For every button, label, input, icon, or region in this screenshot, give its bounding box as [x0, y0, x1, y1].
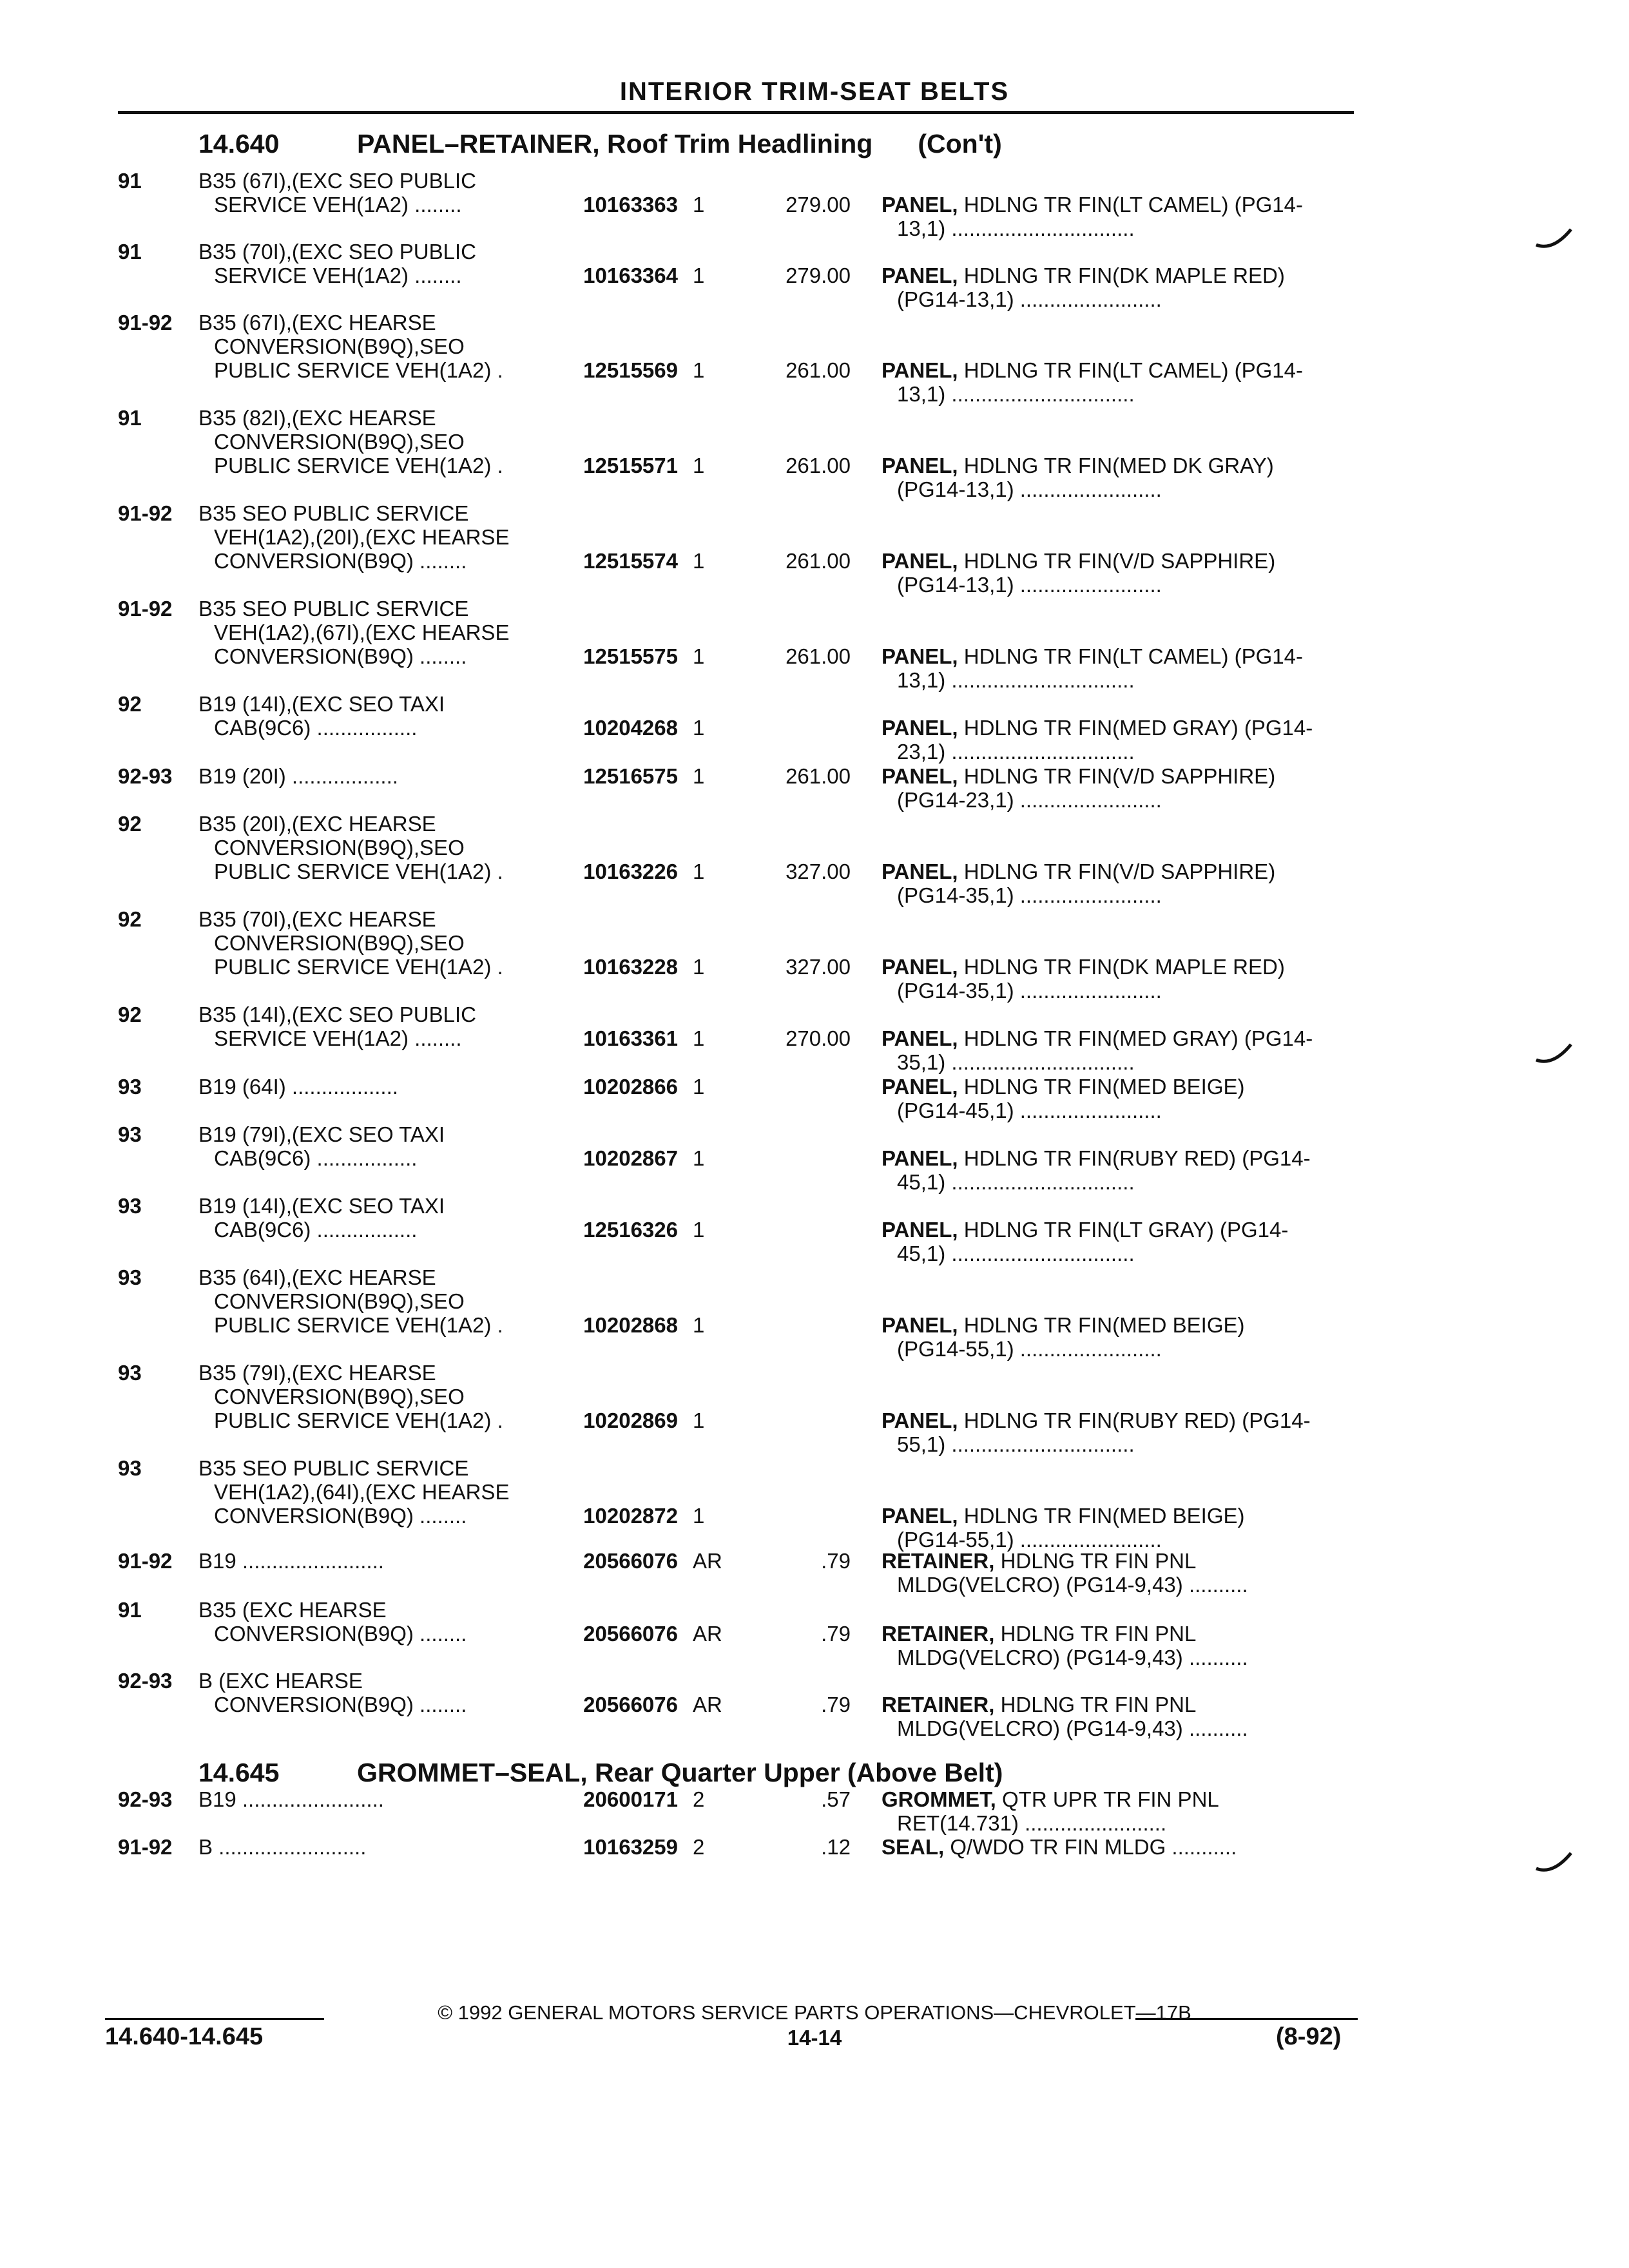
part-detail: HDLNG TR FIN(V/D SAPPHIRE) — [963, 860, 1276, 883]
part-number: 10163361 — [583, 1026, 678, 1050]
part-detail: HDLNG TR FIN(LT CAMEL) (PG14- — [963, 358, 1303, 382]
part-number: 20566076 — [583, 1549, 678, 1573]
check-mark-icon — [1534, 1849, 1579, 1881]
price: 279.00 — [786, 264, 851, 287]
usage-line: B19 ........................ — [198, 1549, 384, 1573]
quantity: 1 — [693, 860, 705, 883]
part-number: 12515575 — [583, 644, 678, 668]
part-detail: HDLNG TR FIN PNL — [1000, 1549, 1197, 1573]
price: .79 — [821, 1693, 851, 1716]
usage-line: B35 (79I),(EXC HEARSE — [198, 1361, 436, 1385]
price: .12 — [821, 1835, 851, 1859]
section-continued: (Con't) — [918, 129, 1002, 159]
part-description-line: MLDG(VELCRO) (PG14-9,43) .......... — [897, 1646, 1248, 1669]
part-name: PANEL, — [882, 264, 958, 287]
usage-line: PUBLIC SERVICE VEH(1A2) . — [214, 955, 503, 979]
part-number: 12515569 — [583, 358, 678, 382]
part-description-line — [882, 716, 1358, 740]
usage-line: B35 (14I),(EXC SEO PUBLIC — [198, 1003, 476, 1026]
model-year: 91-92 — [118, 597, 173, 620]
quantity: 1 — [693, 549, 705, 573]
usage-line: CONVERSION(B9Q) ........ — [214, 1693, 467, 1716]
quantity: 2 — [693, 1787, 705, 1811]
part-description-line: 13,1) ............................... — [897, 216, 1135, 240]
model-year: 92-93 — [118, 1787, 173, 1811]
section-heading-14645 — [198, 1758, 1003, 1790]
model-year: 91 — [118, 406, 142, 430]
model-year: 93 — [118, 1456, 142, 1480]
part-name: PANEL, — [882, 1408, 958, 1432]
part-description-line: 13,1) ............................... — [897, 382, 1135, 406]
part-description — [882, 764, 1358, 812]
price: 261.00 — [786, 358, 851, 382]
check-mark-icon — [1534, 1041, 1579, 1073]
usage-line: B19 (14I),(EXC SEO TAXI — [198, 1194, 445, 1218]
part-detail: HDLNG TR FIN(MED BEIGE) — [963, 1313, 1245, 1337]
part-name: RETAINER, — [882, 1549, 995, 1573]
price: 327.00 — [786, 860, 851, 883]
part-description-line — [882, 454, 1358, 477]
part-number: 20600171 — [583, 1787, 678, 1811]
part-description-line: 23,1) ............................... — [897, 740, 1135, 764]
part-description-line: (PG14-23,1) ........................ — [897, 788, 1162, 812]
part-description-line: (PG14-35,1) ........................ — [897, 883, 1162, 907]
part-name: PANEL, — [882, 549, 958, 573]
usage-line: B19 ........................ — [198, 1787, 384, 1811]
part-description — [882, 193, 1358, 240]
part-description-line: (PG14-45,1) ........................ — [897, 1099, 1162, 1122]
usage-line: PUBLIC SERVICE VEH(1A2) . — [214, 454, 503, 477]
usage-description — [198, 907, 546, 979]
part-number: 12515571 — [583, 454, 678, 477]
usage-line: PUBLIC SERVICE VEH(1A2) . — [214, 860, 503, 883]
usage-line: SERVICE VEH(1A2) ........ — [214, 193, 462, 216]
quantity: 2 — [693, 1835, 705, 1859]
part-detail: HDLNG TR FIN(RUBY RED) (PG14- — [963, 1408, 1311, 1432]
part-number: 12516326 — [583, 1218, 678, 1242]
quantity: 1 — [693, 644, 705, 668]
part-description-line — [882, 1313, 1358, 1337]
part-name: PANEL, — [882, 1026, 958, 1050]
usage-line: B19 (14I),(EXC SEO TAXI — [198, 692, 445, 716]
part-number: 10163228 — [583, 955, 678, 979]
footer-range: 14.640-14.645 — [105, 2023, 264, 2050]
quantity: AR — [693, 1622, 722, 1646]
quantity: 1 — [693, 1408, 705, 1432]
usage-line: B35 (EXC HEARSE — [198, 1598, 387, 1622]
model-year: 93 — [118, 1265, 142, 1289]
usage-line: VEH(1A2),(20I),(EXC HEARSE — [214, 525, 510, 549]
footer-date: (8-92) — [1276, 2023, 1342, 2050]
part-description — [882, 1146, 1358, 1194]
part-description-line — [882, 264, 1358, 287]
usage-line: B35 (67I),(EXC HEARSE — [198, 311, 436, 334]
part-name: PANEL, — [882, 1218, 958, 1242]
section-number: 14.645 — [198, 1758, 280, 1787]
price: 261.00 — [786, 764, 851, 788]
part-description-line: 13,1) ............................... — [897, 668, 1135, 692]
part-name: PANEL, — [882, 1146, 958, 1170]
part-number: 12515574 — [583, 549, 678, 573]
quantity: 1 — [693, 1075, 705, 1099]
part-description — [882, 358, 1358, 406]
price: .79 — [821, 1549, 851, 1573]
part-name: PANEL, — [882, 955, 958, 979]
model-year: 91 — [118, 169, 142, 193]
part-description — [882, 1218, 1358, 1265]
usage-description — [198, 1598, 546, 1646]
part-number: 12516575 — [583, 764, 678, 788]
part-number: 10163226 — [583, 860, 678, 883]
usage-line: PUBLIC SERVICE VEH(1A2) . — [214, 1313, 503, 1337]
usage-line: B19 (79I),(EXC SEO TAXI — [198, 1122, 445, 1146]
part-description — [882, 549, 1358, 597]
usage-line: B35 SEO PUBLIC SERVICE — [198, 597, 469, 620]
part-description — [882, 716, 1358, 764]
part-name: PANEL, — [882, 1075, 958, 1099]
part-description-line — [882, 358, 1358, 382]
part-description-line — [882, 1835, 1358, 1859]
part-description-line: 35,1) ............................... — [897, 1050, 1135, 1074]
part-description-line — [882, 644, 1358, 668]
quantity: 1 — [693, 1026, 705, 1050]
part-description-line — [882, 1146, 1358, 1170]
part-description — [882, 644, 1358, 692]
part-name: PANEL, — [882, 193, 958, 216]
usage-line: CAB(9C6) ................. — [214, 1146, 418, 1170]
usage-description — [198, 1265, 546, 1337]
usage-line: CONVERSION(B9Q),SEO — [214, 334, 465, 358]
part-name: PANEL, — [882, 454, 958, 477]
part-name: GROMMET, — [882, 1787, 996, 1811]
usage-description — [198, 764, 546, 788]
usage-line: VEH(1A2),(67I),(EXC HEARSE — [214, 620, 510, 644]
part-detail: HDLNG TR FIN(LT GRAY) (PG14- — [963, 1218, 1289, 1242]
price: 270.00 — [786, 1026, 851, 1050]
footer-copyright: © 1992 GENERAL MOTORS SERVICE PARTS OPERATIONS—CHEVROLET—17B — [438, 2001, 1191, 2024]
usage-description — [198, 501, 546, 573]
part-description — [882, 1693, 1358, 1740]
part-description-line: MLDG(VELCRO) (PG14-9,43) .......... — [897, 1716, 1248, 1740]
usage-line: B35 (64I),(EXC HEARSE — [198, 1265, 436, 1289]
part-detail: HDLNG TR FIN(MED BEIGE) — [963, 1075, 1245, 1099]
usage-description — [198, 1194, 546, 1242]
price: 261.00 — [786, 644, 851, 668]
part-detail: HDLNG TR FIN(V/D SAPPHIRE) — [963, 764, 1276, 788]
part-number: 20566076 — [583, 1693, 678, 1716]
part-detail: HDLNG TR FIN(DK MAPLE RED) — [963, 264, 1285, 287]
part-description — [882, 1549, 1358, 1597]
part-description-line — [882, 1075, 1358, 1099]
model-year: 91-92 — [118, 311, 173, 334]
model-year: 93 — [118, 1361, 142, 1385]
usage-description — [198, 1835, 546, 1859]
part-name: PANEL, — [882, 764, 958, 788]
usage-line: B35 (67I),(EXC SEO PUBLIC — [198, 169, 476, 193]
usage-description — [198, 1787, 546, 1811]
part-description — [882, 860, 1358, 907]
usage-description — [198, 812, 546, 883]
model-year: 92-93 — [118, 1669, 173, 1693]
price: 261.00 — [786, 549, 851, 573]
quantity: 1 — [693, 1504, 705, 1528]
price: 327.00 — [786, 955, 851, 979]
part-description-line — [882, 1408, 1358, 1432]
quantity: 1 — [693, 1146, 705, 1170]
part-detail: HDLNG TR FIN(DK MAPLE RED) — [963, 955, 1285, 979]
usage-line: CONVERSION(B9Q),SEO — [214, 836, 465, 860]
part-description — [882, 1408, 1358, 1456]
usage-line: B35 (20I),(EXC HEARSE — [198, 812, 436, 836]
section-heading-14640 — [198, 129, 1002, 161]
part-detail: HDLNG TR FIN(MED GRAY) (PG14- — [963, 716, 1313, 740]
footer-page-number: 14-14 — [787, 2026, 842, 2050]
part-number: 10163363 — [583, 193, 678, 216]
usage-line: B35 SEO PUBLIC SERVICE — [198, 1456, 469, 1480]
usage-description — [198, 1075, 546, 1099]
section-title: GROMMET–SEAL, Rear Quarter Upper (Above Belt) — [357, 1758, 1003, 1787]
part-number: 20566076 — [583, 1622, 678, 1646]
usage-description — [198, 311, 546, 382]
model-year: 93 — [118, 1194, 142, 1218]
part-description-line — [882, 1504, 1358, 1528]
header-divider — [118, 111, 1354, 114]
price: 279.00 — [786, 193, 851, 216]
model-year: 91-92 — [118, 1835, 173, 1859]
part-number: 10202867 — [583, 1146, 678, 1170]
usage-line: CONVERSION(B9Q),SEO — [214, 931, 465, 955]
usage-line: CONVERSION(B9Q),SEO — [214, 430, 465, 454]
part-description-line: 45,1) ............................... — [897, 1242, 1135, 1265]
model-year: 92 — [118, 907, 142, 931]
model-year: 91-92 — [118, 1549, 173, 1573]
part-detail: HDLNG TR FIN(LT CAMEL) (PG14- — [963, 193, 1303, 216]
usage-line: B35 SEO PUBLIC SERVICE — [198, 501, 469, 525]
usage-description — [198, 240, 546, 287]
part-number: 10204268 — [583, 716, 678, 740]
usage-line: VEH(1A2),(64I),(EXC HEARSE — [214, 1480, 510, 1504]
part-detail: HDLNG TR FIN(MED BEIGE) — [963, 1504, 1245, 1528]
part-description-line: (PG14-55,1) ........................ — [897, 1528, 1162, 1552]
model-year: 93 — [118, 1122, 142, 1146]
model-year: 92-93 — [118, 764, 173, 788]
page-title: INTERIOR TRIM-SEAT BELTS — [619, 77, 1010, 106]
part-name: SEAL, — [882, 1835, 945, 1859]
part-name: RETAINER, — [882, 1622, 995, 1646]
model-year: 92 — [118, 692, 142, 716]
usage-description — [198, 1361, 546, 1432]
part-description-line: MLDG(VELCRO) (PG14-9,43) .......... — [897, 1573, 1248, 1597]
part-detail: HDLNG TR FIN PNL — [1000, 1622, 1197, 1646]
part-description — [882, 1835, 1358, 1859]
quantity: 1 — [693, 716, 705, 740]
usage-line: CONVERSION(B9Q),SEO — [214, 1289, 465, 1313]
part-description-line — [882, 1622, 1358, 1646]
part-description-line: 45,1) ............................... — [897, 1170, 1135, 1194]
price: .79 — [821, 1622, 851, 1646]
part-detail: QTR UPR TR FIN PNL — [1002, 1787, 1219, 1811]
part-detail: HDLNG TR FIN(RUBY RED) (PG14- — [963, 1146, 1311, 1170]
usage-line: B19 (20I) .................. — [198, 764, 398, 788]
quantity: 1 — [693, 264, 705, 287]
part-description — [882, 1075, 1358, 1122]
usage-line: SERVICE VEH(1A2) ........ — [214, 264, 462, 287]
usage-description — [198, 1456, 546, 1528]
model-year: 92 — [118, 1003, 142, 1026]
model-year: 91-92 — [118, 501, 173, 525]
section-title: PANEL–RETAINER, Roof Trim Headlining — [357, 129, 873, 159]
model-year: 93 — [118, 1075, 142, 1099]
part-description-line: (PG14-13,1) ........................ — [897, 573, 1162, 597]
part-description — [882, 1313, 1358, 1361]
part-description — [882, 1504, 1358, 1552]
part-description-line: (PG14-35,1) ........................ — [897, 979, 1162, 1003]
model-year: 92 — [118, 812, 142, 836]
part-description-line — [882, 860, 1358, 883]
part-name: PANEL, — [882, 1504, 958, 1528]
usage-line: B (EXC HEARSE — [198, 1669, 363, 1693]
part-description-line — [882, 1549, 1358, 1573]
part-description — [882, 1622, 1358, 1669]
part-detail: HDLNG TR FIN(V/D SAPPHIRE) — [963, 549, 1276, 573]
part-description — [882, 264, 1358, 311]
part-description-line: (PG14-55,1) ........................ — [897, 1337, 1162, 1361]
part-number: 10163259 — [583, 1835, 678, 1859]
usage-description — [198, 169, 546, 216]
part-description-line — [882, 1693, 1358, 1716]
part-detail: HDLNG TR FIN PNL — [1000, 1693, 1197, 1716]
part-description-line — [882, 1026, 1358, 1050]
usage-line: SERVICE VEH(1A2) ........ — [214, 1026, 462, 1050]
part-name: PANEL, — [882, 644, 958, 668]
usage-line: PUBLIC SERVICE VEH(1A2) . — [214, 358, 503, 382]
section-number: 14.640 — [198, 129, 280, 159]
part-description-line: (PG14-13,1) ........................ — [897, 287, 1162, 311]
part-description — [882, 1787, 1358, 1835]
quantity: 1 — [693, 764, 705, 788]
check-mark-icon — [1534, 226, 1579, 258]
part-description-line — [882, 955, 1358, 979]
part-description — [882, 1026, 1358, 1074]
usage-line: CONVERSION(B9Q),SEO — [214, 1385, 465, 1408]
part-description-line — [882, 764, 1358, 788]
model-year: 91 — [118, 240, 142, 264]
quantity: 1 — [693, 454, 705, 477]
quantity: 1 — [693, 1313, 705, 1337]
quantity: AR — [693, 1693, 722, 1716]
part-description-line — [882, 1218, 1358, 1242]
part-number: 10163364 — [583, 264, 678, 287]
model-year: 91 — [118, 1598, 142, 1622]
part-description-line: (PG14-13,1) ........................ — [897, 477, 1162, 501]
part-description-line: RET(14.731) ........................ — [897, 1811, 1167, 1835]
part-number: 10202868 — [583, 1313, 678, 1337]
part-name: RETAINER, — [882, 1693, 995, 1716]
usage-description — [198, 1003, 546, 1050]
quantity: 1 — [693, 1218, 705, 1242]
usage-line: B ......................... — [198, 1835, 367, 1859]
usage-line: CAB(9C6) ................. — [214, 716, 418, 740]
price: 261.00 — [786, 454, 851, 477]
usage-description — [198, 1669, 546, 1716]
quantity: 1 — [693, 955, 705, 979]
usage-description — [198, 1122, 546, 1170]
part-description-line — [882, 193, 1358, 216]
usage-line: CONVERSION(B9Q) ........ — [214, 644, 467, 668]
usage-description — [198, 406, 546, 477]
part-description — [882, 955, 1358, 1003]
usage-description — [198, 692, 546, 740]
usage-line: B19 (64I) .................. — [198, 1075, 398, 1099]
usage-description — [198, 1549, 546, 1573]
part-detail: HDLNG TR FIN(MED DK GRAY) — [963, 454, 1274, 477]
part-number: 10202866 — [583, 1075, 678, 1099]
part-name: PANEL, — [882, 860, 958, 883]
quantity: AR — [693, 1549, 722, 1573]
part-description-line — [882, 549, 1358, 573]
part-name: PANEL, — [882, 1313, 958, 1337]
usage-line: CONVERSION(B9Q) ........ — [214, 549, 467, 573]
usage-line: B35 (70I),(EXC SEO PUBLIC — [198, 240, 476, 264]
part-detail: Q/WDO TR FIN MLDG ........... — [950, 1835, 1237, 1859]
usage-line: CAB(9C6) ................. — [214, 1218, 418, 1242]
part-number: 10202872 — [583, 1504, 678, 1528]
quantity: 1 — [693, 358, 705, 382]
part-description-line — [882, 1787, 1358, 1811]
part-name: PANEL, — [882, 358, 958, 382]
usage-line: CONVERSION(B9Q) ........ — [214, 1622, 467, 1646]
part-detail: HDLNG TR FIN(LT CAMEL) (PG14- — [963, 644, 1303, 668]
part-description-line: 55,1) ............................... — [897, 1432, 1135, 1456]
part-number: 10202869 — [583, 1408, 678, 1432]
usage-description — [198, 597, 546, 668]
usage-line: B35 (82I),(EXC HEARSE — [198, 406, 436, 430]
price: .57 — [821, 1787, 851, 1811]
part-name: PANEL, — [882, 716, 958, 740]
usage-line: B35 (70I),(EXC HEARSE — [198, 907, 436, 931]
usage-line: CONVERSION(B9Q) ........ — [214, 1504, 467, 1528]
usage-line: PUBLIC SERVICE VEH(1A2) . — [214, 1408, 503, 1432]
part-detail: HDLNG TR FIN(MED GRAY) (PG14- — [963, 1026, 1313, 1050]
quantity: 1 — [693, 193, 705, 216]
part-description — [882, 454, 1358, 501]
